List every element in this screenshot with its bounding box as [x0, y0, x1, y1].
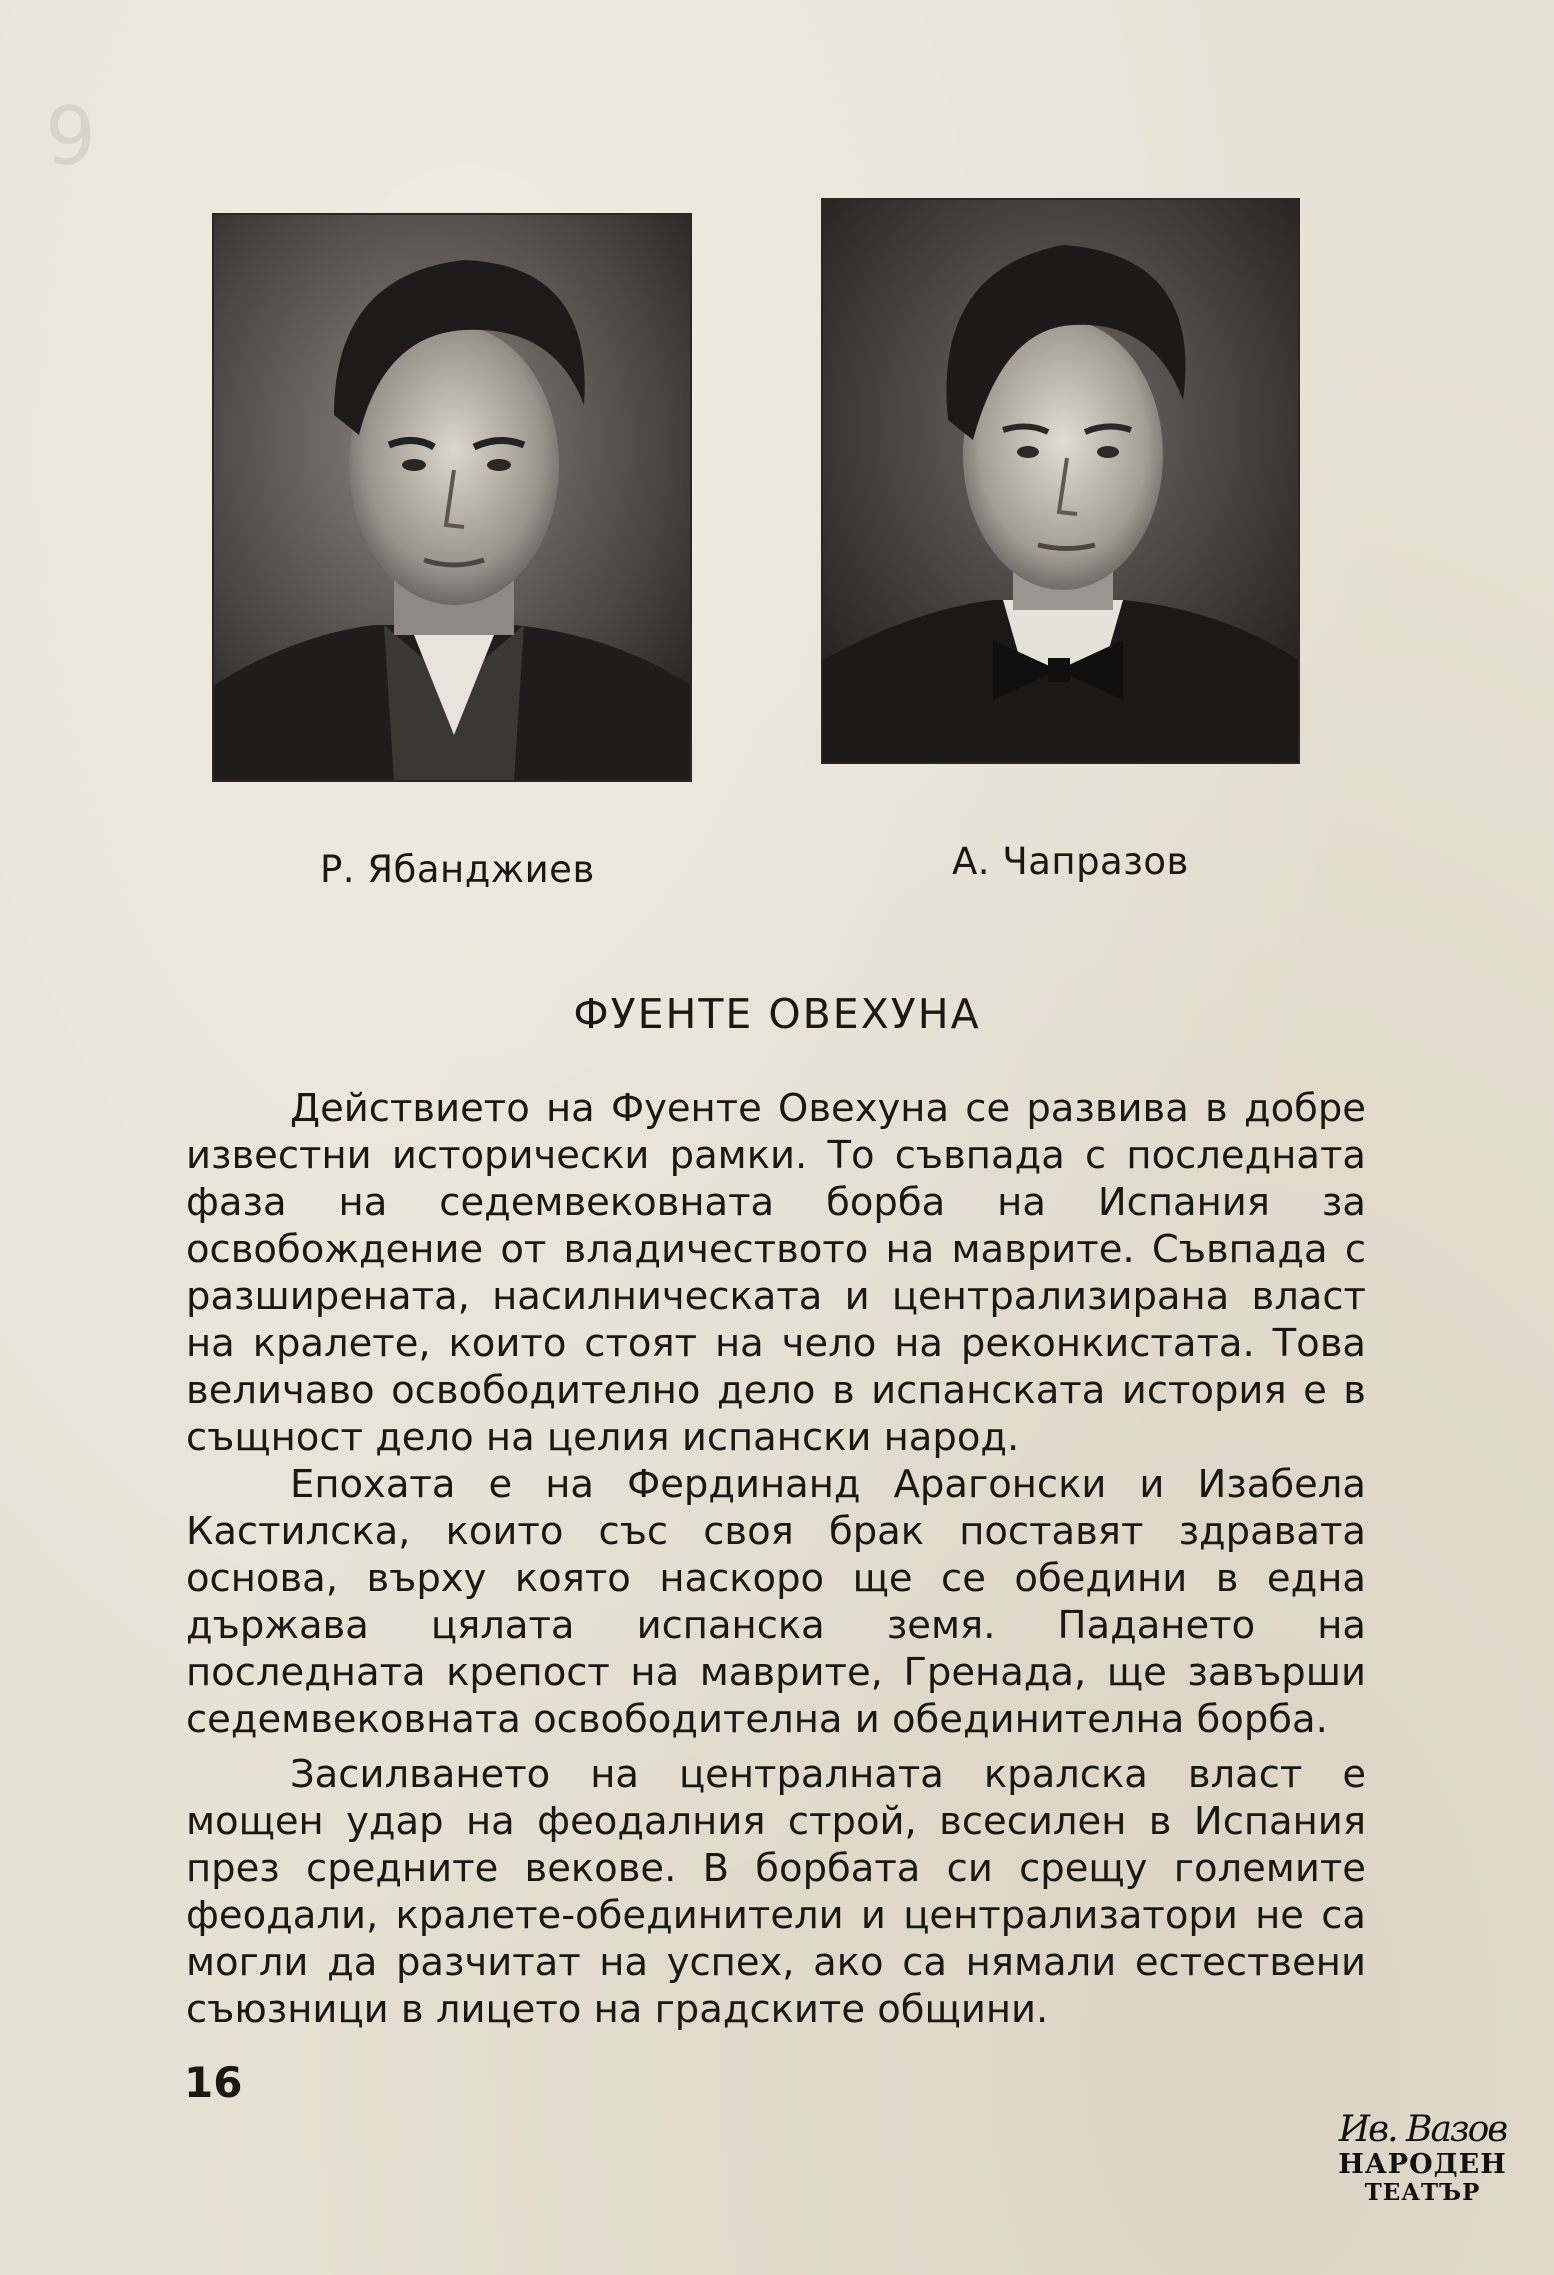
article-body	[186, 1085, 1366, 2033]
stamp-signature: Ив. Вазов	[1338, 2109, 1507, 2150]
photo-caption-left: Р. Ябанджиев	[320, 848, 595, 891]
article-title: ФУЕНТЕ ОВЕХУНА	[573, 990, 981, 1038]
stamp-line-2: ТЕАТЪР	[1364, 2179, 1481, 2206]
paragraph: Засилването на централната кралска власт е мощен удар на феодалния строй, всесилен в Испания през средните векове. В борбата си срещу големите феодали, кралете-обединители и централизатори не са могли да разчитат на успех, ако са нямали естествени съюзници в лицето на градските общини.	[186, 1752, 1366, 2032]
bleed-through-mark: 9	[45, 90, 96, 183]
portrait-photo-left	[214, 215, 690, 780]
page-number: 16	[184, 2058, 243, 2107]
theatre-stamp	[1335, 2110, 1510, 2250]
stamp-line-1: НАРОДЕН	[1338, 2149, 1507, 2180]
portrait-photo-right	[823, 200, 1298, 762]
paragraph: Действието на Фуенте Овехуна се развива в добре известни исторически рамки. То съвпада с последната фаза на седемвековната борба на Испания за освобождение от владичеството на маврите. Съвпада с разширената, насилническата и централизирана власт на кралете, които стоят на чело на реконкистата. Това величаво освободително дело в испанската история е в същност дело на целия испански народ.	[186, 1086, 1366, 1460]
photo-caption-right: А. Чапразов	[952, 840, 1189, 883]
paragraph: Епохата е на Фердинанд Арагонски и Изабела Кастилска, които със своя брак поставят здравата основа, върху която наскоро ще се обедини в една държава цялата испанска земя. Падането на последната крепост на маврите, Гренада, ще завърши седемвековната освободителна и обединителна борба.	[186, 1462, 1366, 1742]
